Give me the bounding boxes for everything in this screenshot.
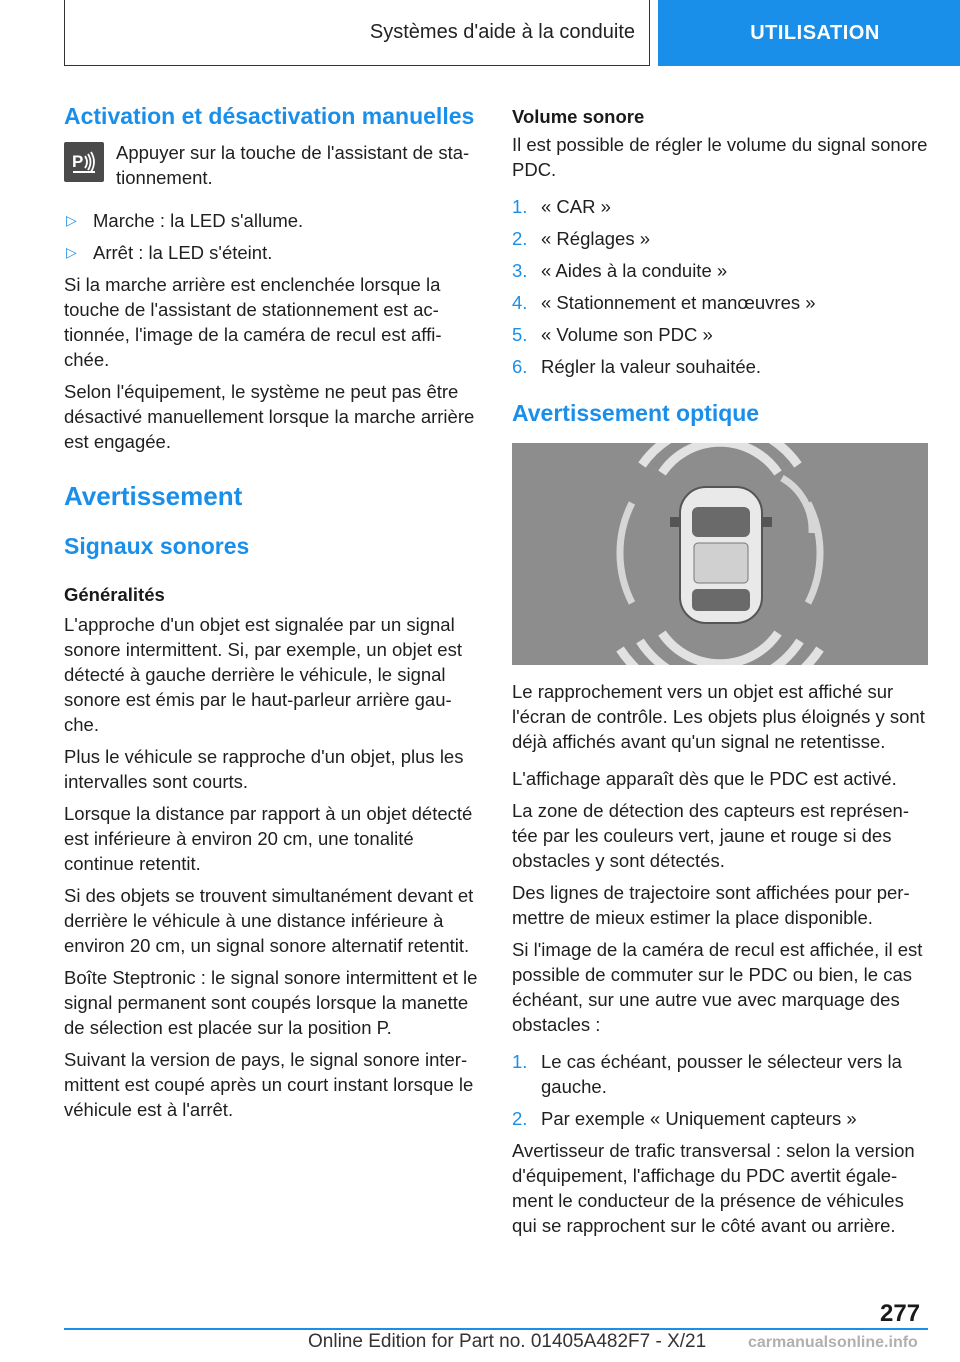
step-number: 6.: [512, 356, 528, 377]
step-number: 2.: [512, 1108, 528, 1129]
paragraph: L'affichage apparaît dès que le PDC est activé.: [512, 768, 897, 789]
step-number: 1.: [512, 196, 528, 217]
list-item: [64, 240, 478, 265]
list-item-text: Marche : la LED s'allume.: [93, 210, 304, 231]
paragraph: Avertisseur de trafic transversal : selon la version d'équipement, l'affichage du PDC avertit également le conducteur de la présence de véhicules qui se rapprochent sur le côté avant ou arrière.: [512, 1140, 915, 1236]
svg-text:P: P: [72, 152, 84, 171]
right-column: [512, 100, 928, 1245]
list-item: [512, 258, 928, 283]
header-section-title: [64, 0, 650, 66]
list-item: [512, 226, 928, 251]
page-number: 277: [880, 1300, 921, 1327]
paragraph: L'approche d'un objet est signalée par un signal sonore intermittent. Si, par exemple, un objet est détecté à gauche derrière le véhicule, le signal sonore est émis par le haut-parleur arrière gauche.: [64, 614, 462, 735]
led-state-list: [64, 208, 478, 265]
paragraph: Le rapprochement vers un objet est affiché sur l'écran de contrôle. Les objets plus éloignés y sont déjà affichés avant qu'un signal ne retentisse.: [512, 681, 925, 752]
parking-assistant-icon: [64, 142, 104, 182]
list-item: [64, 208, 478, 233]
footer-edition: Online Edition for Part no. 01405A482F7 - X/21: [308, 1331, 707, 1352]
paragraph: Boîte Steptronic : le signal sonore intermittent et le signal permanent sont coupés lorsque la manette de sélection est placée sur la position P.: [64, 967, 478, 1038]
paragraph: Si l'image de la caméra de recul est affichée, il est possible de commuter sur le PDC ou bien, le cas échéant, sur une autre vue avec marquage des obstacles :: [512, 939, 923, 1035]
heading-avertissement-optique: Avertissement optique: [512, 400, 760, 426]
step-text: « Stationnement et manœuvres »: [541, 292, 816, 313]
pdc-display-image: [512, 443, 928, 665]
step-text: « Réglages »: [541, 228, 651, 249]
triangle-bullet-icon: ▷: [66, 212, 77, 228]
triangle-bullet-icon: ▷: [66, 244, 77, 260]
list-item-text: Arrêt : la LED s'éteint.: [93, 242, 273, 263]
list-item: [512, 354, 928, 379]
heading-avertissement: Avertissement: [64, 481, 243, 511]
step-text: Par exemple « Uniquement capteurs »: [541, 1108, 857, 1129]
footer-divider: [64, 1328, 928, 1330]
paragraph: Des lignes de trajectoire sont affichées pour permettre de mieux estimer la place disponible.: [512, 882, 910, 928]
section-title: Systèmes d'aide à la conduite: [369, 21, 635, 43]
step-text: Régler la valeur souhaitée.: [541, 356, 762, 377]
icon-instruction-text: Appuyer sur la touche de l'assistant de stationnement.: [116, 142, 470, 188]
paragraph: Lorsque la distance par rapport à un objet détecté est inférieure à environ 20 cm, une tonalité continue retentit.: [64, 803, 473, 874]
paragraph: Suivant la version de pays, le signal sonore intermittent est coupé après un court instant lorsque le véhicule est à l'arrêt.: [64, 1049, 474, 1120]
parking-button-instruction: [64, 140, 478, 190]
camera-steps: [512, 1049, 928, 1131]
step-text: Le cas échéant, pousser le sélecteur vers la gauche.: [541, 1051, 902, 1097]
step-text: « CAR »: [541, 196, 611, 217]
footer-watermark: carmanualsonline.info: [748, 1334, 918, 1351]
list-item: [512, 194, 928, 219]
paragraph: La zone de détection des capteurs est représentée par les couleurs vert, jaune et rouge si des obstacles y sont détectés.: [512, 800, 909, 871]
step-number: 2.: [512, 228, 528, 249]
list-item: [512, 1049, 928, 1099]
paragraph: Il est possible de régler le volume du signal sonore PDC.: [512, 134, 928, 180]
paragraph: Si la marche arrière est enclenchée lorsque la touche de l'assistant de stationnement est actionnée, l'image de la caméra de recul est affichée.: [64, 274, 442, 370]
heading-signaux-sonores: Signaux sonores: [64, 533, 250, 559]
heading-generalites: Généralités: [64, 584, 165, 605]
step-text: « Volume son PDC »: [541, 324, 713, 345]
chapter-title: UTILISATION: [750, 21, 880, 44]
list-item: [512, 290, 928, 315]
step-text: « Aides à la conduite »: [541, 260, 728, 281]
heading-activation: Activation et désactivation manuelles: [64, 103, 475, 129]
left-column: [64, 100, 478, 1129]
list-item: [512, 322, 928, 347]
list-item: [512, 1106, 928, 1131]
header-chapter-tab[interactable]: [658, 0, 960, 66]
paragraph: Selon l'équipement, le système ne peut pas être désactivé manuellement lorsque la marche arrière est engagée.: [64, 381, 475, 452]
heading-volume: Volume sonore: [512, 106, 645, 127]
paragraph: Plus le véhicule se rapproche d'un objet, plus les intervalles sont courts.: [64, 746, 464, 792]
paragraph: Si des objets se trouvent simultanément devant et derrière le véhicule à une distance inférieure à environ 20 cm, un signal sonore alternatif retentit.: [64, 885, 474, 956]
step-number: 4.: [512, 292, 528, 313]
step-number: 5.: [512, 324, 528, 345]
step-number: 3.: [512, 260, 528, 281]
volume-steps: [512, 194, 928, 379]
step-number: 1.: [512, 1051, 528, 1072]
